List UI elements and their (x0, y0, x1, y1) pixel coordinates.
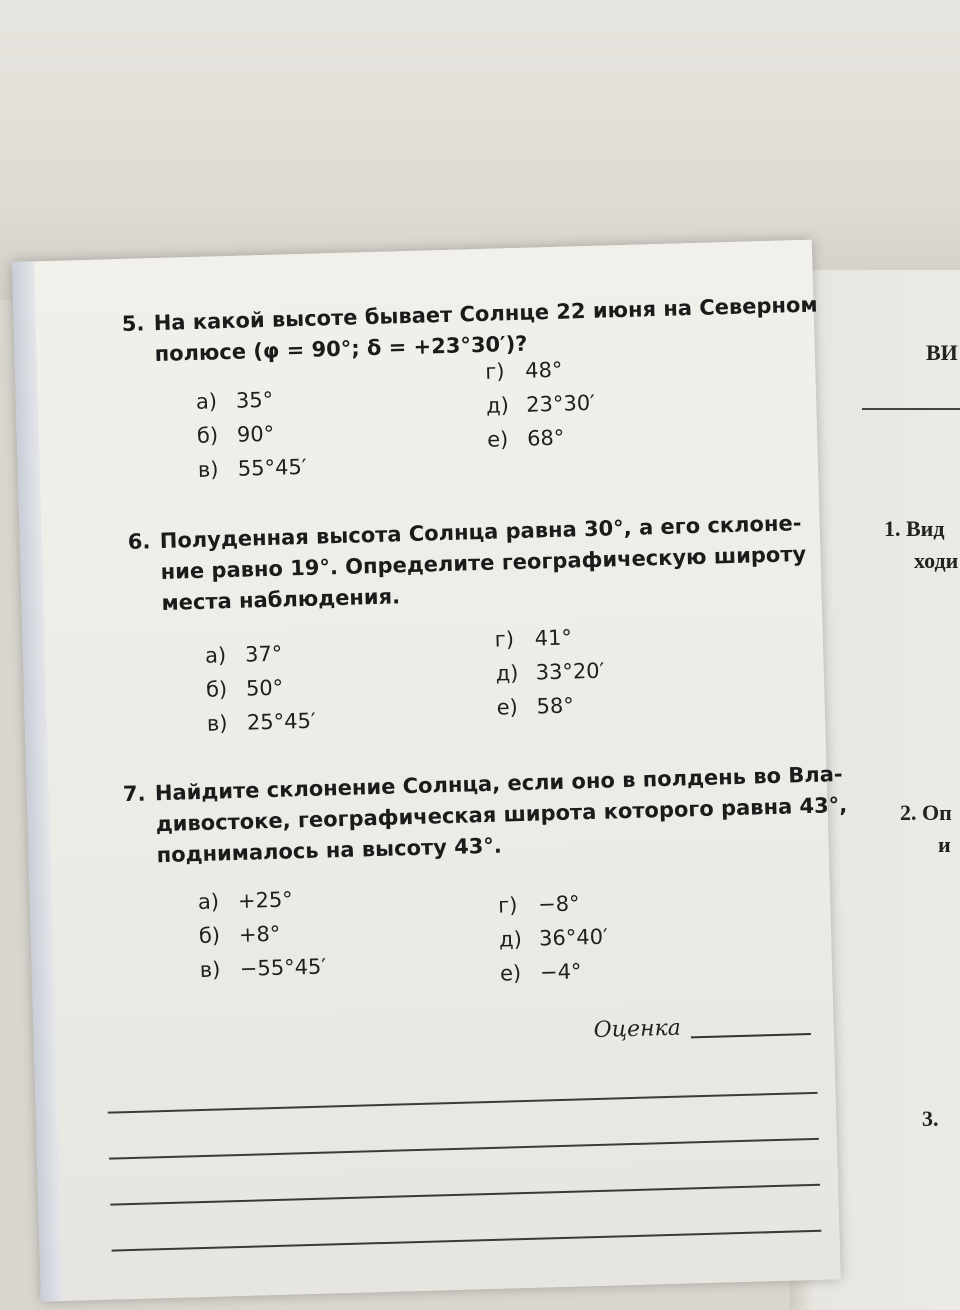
option: в) −55°45′ (199, 954, 327, 983)
question-7 (122, 761, 848, 872)
question-5 (121, 291, 818, 371)
options-5-left (196, 382, 308, 487)
question-text: полюсе (φ = 90°; δ = +23°30′)? (154, 331, 528, 367)
worksheet-page (12, 240, 848, 1302)
grade-label: Оценка (593, 1015, 682, 1044)
question-6 (127, 509, 807, 620)
options-7-right (498, 886, 610, 991)
right-heading: ВИ (926, 340, 958, 365)
right-heading-rule (862, 408, 960, 410)
writing-line (110, 1184, 820, 1206)
option: а) 37° (204, 641, 283, 668)
option: г) −8° (497, 891, 580, 918)
options-6-left (205, 636, 317, 741)
grade-blank (691, 1015, 812, 1038)
question-text: На какой высоте бывает Солнце 22 июня на Северном (153, 292, 818, 336)
right-item-2-line2: и (938, 832, 951, 857)
question-text: ние равно 19°. Определите географическую широту (160, 541, 807, 584)
question-number: 6. (127, 529, 151, 554)
option: д) 36°40′ (498, 924, 609, 952)
option: е) −4° (499, 959, 582, 986)
grade-field (593, 1012, 811, 1043)
options-5-right (485, 352, 597, 457)
right-item-2-line1: 2. Оп (900, 800, 952, 825)
option: в) 25°45′ (206, 708, 316, 736)
writing-line (109, 1138, 819, 1160)
question-text: дивостоке, географическая широта которого равна 43°, (155, 792, 848, 837)
writing-line (112, 1230, 822, 1252)
question-text: поднималось на высоту 43°. (156, 833, 503, 868)
right-item-1-line1: 1. Вид (884, 516, 945, 541)
writing-line (108, 1092, 818, 1114)
option: б) +8° (198, 921, 281, 949)
question-number: 5. (121, 311, 145, 336)
option: в) 55°45′ (197, 454, 307, 482)
option: б) 90° (196, 421, 275, 448)
question-text: места наблюдения. (161, 584, 401, 615)
option: г) 41° (494, 625, 573, 652)
options-7-left (197, 882, 326, 987)
question-text: Полуденная высота Солнца равна 30°, а его склоне- (159, 511, 802, 553)
option: е) 58° (496, 693, 575, 720)
option: д) 23°30′ (485, 390, 596, 418)
question-number: 7. (122, 781, 146, 807)
right-item-3: 3. (922, 1106, 939, 1131)
option: д) 33°20′ (495, 658, 605, 686)
option: а) 35° (195, 387, 274, 414)
options-6-right (494, 620, 606, 725)
question-text: Найдите склонение Солнца, если оно в полдень во Вла- (154, 762, 843, 806)
option: б) 50° (205, 675, 284, 702)
right-item-1-line2: ходи (914, 548, 959, 573)
option: а) +25° (197, 887, 294, 915)
option: г) 48° (484, 357, 563, 384)
option: е) 68° (486, 425, 565, 452)
page-edge (12, 261, 63, 1301)
